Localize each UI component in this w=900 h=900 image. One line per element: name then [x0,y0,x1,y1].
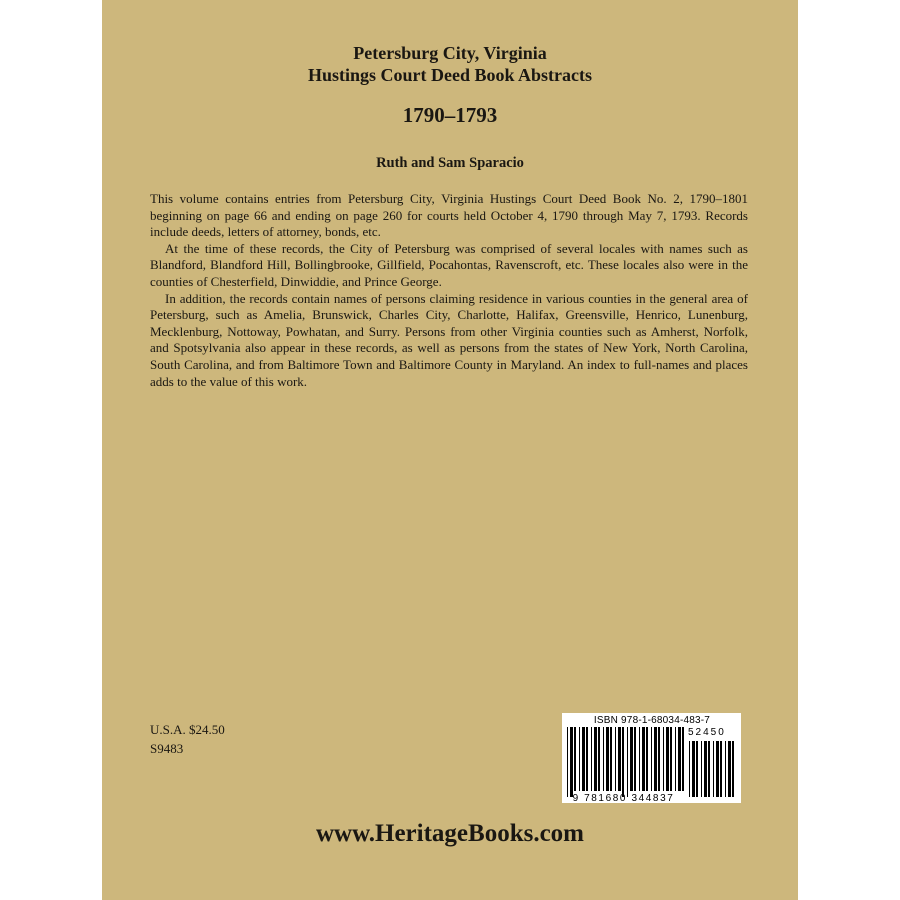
isbn-label: ISBN 978-1-68034-483-7 [593,715,711,726]
barcode-bar [678,727,681,791]
barcode-bar [725,741,726,797]
barcode-bar [630,727,633,791]
publisher-website: www.HeritageBooks.com [315,820,585,847]
barcode-bar [598,727,600,791]
barcode-bar [646,727,648,791]
barcode-bar [663,727,664,791]
description-paragraph-3: In addition, the records contain names of persons claiming residence in various counties in the general area of Petersburg, such as Amelia, Brunswick, Charles City, Charlotte, Halifax, Greensville, Henrico, Lunenburg, Mecklenburg, Nottoway, Powhatan, and Surry. Persons from other Virginia counties such as Amherst, Norfolk, and Spotsylvania also appear in these records, as well as persons from the states of New York, North Carolina, South Carolina, and from Baltimore Town and Baltimore County in Maryland. An index to full-names and places adds to the value of this work. [150,290,748,389]
barcode-bar [570,727,573,797]
ean-barcode-bars [566,727,685,797]
addon-barcode-bars [688,741,736,797]
barcode-bar [582,727,585,791]
barcode-bar [618,727,621,791]
price-label: U.S.A. $24.50 [150,722,225,737]
barcode-bar [670,727,672,791]
barcode-bar [675,727,676,791]
barcode-bar [610,727,612,791]
barcode-bar [666,727,669,791]
barcode-bar [594,727,597,791]
barcode-bar [720,741,722,797]
ean-digits: 9 781680 344837 [572,793,675,804]
barcode-bar [732,741,734,797]
barcode-bar [627,727,628,797]
barcode-bar [634,727,636,791]
description [150,191,748,390]
barcode-bar [642,727,645,791]
barcode-bar [567,727,568,797]
barcode-bar [654,727,657,791]
authors: Ruth and Sam Sparacio [376,155,524,171]
barcode-bar [701,741,702,797]
barcode-bar [708,741,710,797]
description-paragraph-1: This volume contains entries from Petersburg City, Virginia Hustings Court Deed Book No. 2, 1790–1801 beginning on page 66 and ending on page 260 for courts held October 4, 1790 through May 7, 1793. Records include deeds, letters of attorney, bonds, etc. [150,191,748,240]
barcode-bar [639,727,640,791]
barcode-bar [689,741,690,797]
product-code: S9483 [150,741,184,756]
barcode-bar [692,741,695,797]
title-line-1: Petersburg City, Virginia [353,43,547,63]
barcode-bar [713,741,714,797]
price-block [150,720,225,758]
title-line-2: Hustings Court Deed Book Abstracts [307,65,593,85]
barcode-bar [704,741,707,797]
barcode-bar [682,727,684,791]
barcode-bar [579,727,580,791]
barcode-bar [591,727,592,791]
barcode-bar [606,727,609,791]
barcode-bar [728,741,731,797]
barcode-bar [615,727,616,791]
barcode-bar [716,741,719,797]
date-range: 1790–1793 [402,103,498,127]
barcode-bar [574,727,576,791]
barcode-bar [658,727,660,791]
barcode-bar [651,727,652,791]
isbn-barcode [562,713,741,803]
description-paragraph-2: At the time of these records, the City of Petersburg was comprised of several locales with names such as Blandford, Blandford Hill, Bollingbrooke, Gillfield, Pocahontas, Ravenscroft, etc. These locales also were in the counties of Chesterfield, Dinwiddie, and Prince George. [150,240,748,289]
price-code-digits: 52450 [688,727,726,738]
barcode-bar [622,727,624,797]
barcode-bar [586,727,588,791]
barcode-bar [696,741,698,797]
barcode-bar [603,727,604,791]
book-back-cover [102,0,798,900]
